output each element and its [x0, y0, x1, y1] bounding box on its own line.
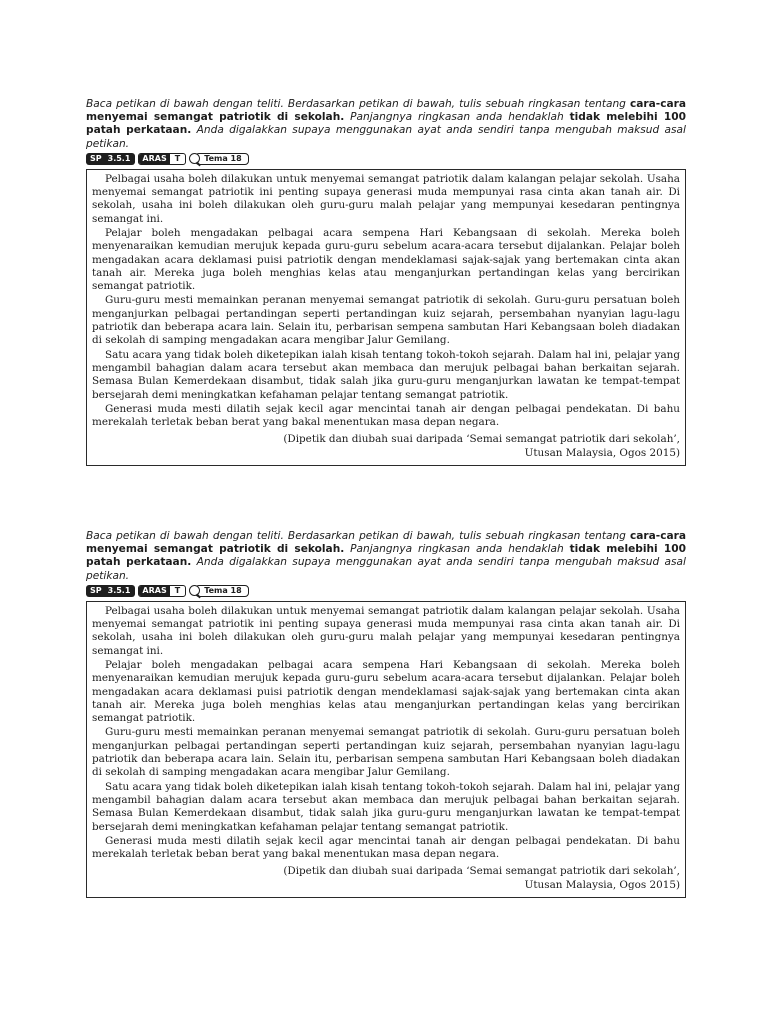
instruction-part: Baca petikan di bawah dengan teliti. Berdasarkan petikan di bawah, tulis sebuah ringkasan tentang — [86, 98, 630, 110]
exercise-block-top — [86, 98, 686, 466]
passage-paragraph: Generasi muda mesti dilatih sejak kecil agar mencintai tanah air dengan pelbagai pendekatan. Di bahu merekalah terletak beban berat yang bakal menentukan masa depan negara. — [92, 834, 680, 861]
source-line: Utusan Malaysia, Ogos 2015) — [524, 878, 680, 891]
sp-tag — [86, 153, 135, 165]
passage-paragraph: Guru-guru mesti memainkan peranan menyemai semangat patriotik di sekolah. Guru-guru persatuan boleh menganjurkan pelbagai pertandingan seperti pertandingan kuiz sejarah, persembahan nyanyian lagu-lagu patriotik dan beberapa acara lain. Selain itu, perbarisan sempena sambutan Hari Kebangsaan boleh diadakan di sekolah di samping mengadakan acara mengibar Jalur Gemilang. — [92, 726, 680, 779]
instruction-text — [86, 98, 686, 151]
passage-source — [92, 865, 680, 892]
aras-value: T — [174, 585, 181, 595]
passage-paragraph: Guru-guru mesti memainkan peranan menyemai semangat patriotik di sekolah. Guru-guru persatuan boleh menganjurkan pelbagai pertandingan seperti pertandingan kuiz sejarah, persembahan nyanyian lagu-lagu patriotik dan beberapa acara lain. Selain itu, perbarisan sempena sambutan Hari Kebangsaan boleh diadakan di sekolah di samping mengadakan acara mengibar Jalur Gemilang. — [92, 294, 680, 347]
skill-tags — [86, 152, 686, 166]
instruction-topic: cara-cara menyemai semangat patriotik di sekolah. — [86, 98, 686, 124]
sp-tag — [86, 585, 135, 597]
instruction-word-limit: tidak melebihi 100 patah perkataan. — [86, 543, 686, 569]
tema-tag — [189, 153, 248, 165]
passage-paragraph: Pelbagai usaha boleh dilakukan untuk menyemai semangat patriotik dalam kalangan pelajar sekolah. Usaha menyemai semangat patriotik ini penting supaya generasi muda mempunyai rasa cinta akan tanah air. Di sekolah, usaha ini boleh dilakukan oleh guru-guru malah pelajar yang mempunyai kesedaran pentingnya semangat ini. — [92, 604, 680, 657]
passage-paragraph: Pelbagai usaha boleh dilakukan untuk menyemai semangat patriotik dalam kalangan pelajar sekolah. Usaha menyemai semangat patriotik ini penting supaya generasi muda mempunyai rasa cinta akan tanah air. Di sekolah, usaha ini boleh dilakukan oleh guru-guru malah pelajar yang mempunyai kesedaran pentingnya semangat ini. — [92, 172, 680, 225]
aras-label: ARAS — [139, 154, 169, 164]
instruction-topic: cara-cara menyemai semangat patriotik di sekolah. — [86, 530, 686, 556]
passage-paragraph: Generasi muda mesti dilatih sejak kecil agar mencintai tanah air dengan pelbagai pendekatan. Di bahu merekalah terletak beban berat yang bakal menentukan masa depan negara. — [92, 402, 680, 429]
passage-paragraph: Pelajar boleh mengadakan pelbagai acara sempena Hari Kebangsaan di sekolah. Mereka boleh menyenaraikan kemudian merujuk kepada guru-guru sebelum acara-acara tersebut dijalankan. Pelajar boleh mengadakan acara deklamasi puisi patriotik dengan mendeklamasi sajak-sajak yang bertemakan cinta akan tanah air. Mereka juga boleh menghias kelas atau menganjurkan pertandingan kelas yang bercirikan semangat patriotik. — [92, 659, 680, 725]
instruction-text — [86, 530, 686, 583]
aras-tag — [138, 585, 186, 597]
tema-label: Tema 18 — [195, 585, 248, 597]
instruction-part: Anda digalakkan supaya menggunakan ayat anda sendiri tanpa mengubah maksud asal petikan. — [86, 124, 686, 150]
instruction-part: Anda digalakkan supaya menggunakan ayat anda sendiri tanpa mengubah maksud asal petikan. — [86, 556, 686, 582]
magnifier-icon — [189, 153, 200, 164]
instruction-word-limit: tidak melebihi 100 patah perkataan. — [86, 111, 686, 137]
skill-tags — [86, 584, 686, 598]
tema-label: Tema 18 — [195, 153, 248, 165]
source-line: Utusan Malaysia, Ogos 2015) — [524, 446, 680, 459]
sp-value: 3.5.1 — [107, 153, 131, 163]
source-line: (Dipetik dan diubah suai daripada ‘Semai semangat patriotik dari sekolah’, — [283, 433, 680, 446]
instruction-part: Baca petikan di bawah dengan teliti. Berdasarkan petikan di bawah, tulis sebuah ringkasan tentang — [86, 530, 630, 542]
aras-value: T — [174, 153, 181, 163]
exercise-block-bottom — [86, 530, 686, 898]
passage-box — [86, 601, 686, 898]
instruction-part: Panjangnya ringkasan anda hendaklah — [344, 543, 570, 556]
magnifier-icon — [189, 585, 200, 596]
tema-tag — [189, 585, 248, 597]
passage-paragraph: Satu acara yang tidak boleh diketepikan ialah kisah tentang tokoh-tokoh sejarah. Dalam hal ini, pelajar yang mengambil bahagian dalam acara tersebut akan membaca dan merujuk pelbagai bahan berkaitan sejarah. Semasa Bulan Kemerdekaan disambut, tidak salah jika guru-guru menganjurkan lawatan ke tempat-tempat bersejarah demi meningkatkan kefahaman pelajar tentang semangat patriotik. — [92, 780, 680, 833]
aras-label: ARAS — [139, 586, 169, 596]
passage-source — [92, 433, 680, 460]
passage-box — [86, 169, 686, 466]
aras-tag — [138, 153, 186, 165]
sp-label: SP — [90, 153, 102, 163]
source-line: (Dipetik dan diubah suai daripada ‘Semai semangat patriotik dari sekolah’, — [283, 865, 680, 878]
passage-paragraph: Pelajar boleh mengadakan pelbagai acara sempena Hari Kebangsaan di sekolah. Mereka boleh menyenaraikan kemudian merujuk kepada guru-guru sebelum acara-acara tersebut dijalankan. Pelajar boleh mengadakan acara deklamasi puisi patriotik dengan mendeklamasi sajak-sajak yang bertemakan cinta akan tanah air. Mereka juga boleh menghias kelas atau menganjurkan pertandingan kelas yang bercirikan semangat patriotik. — [92, 227, 680, 293]
instruction-part: Panjangnya ringkasan anda hendaklah — [344, 111, 570, 124]
sp-label: SP — [90, 585, 102, 595]
passage-paragraph: Satu acara yang tidak boleh diketepikan ialah kisah tentang tokoh-tokoh sejarah. Dalam hal ini, pelajar yang mengambil bahagian dalam acara tersebut akan membaca dan merujuk pelbagai bahan berkaitan sejarah. Semasa Bulan Kemerdekaan disambut, tidak salah jika guru-guru menganjurkan lawatan ke tempat-tempat bersejarah demi meningkatkan kefahaman pelajar tentang semangat patriotik. — [92, 348, 680, 401]
sp-value: 3.5.1 — [107, 585, 131, 595]
